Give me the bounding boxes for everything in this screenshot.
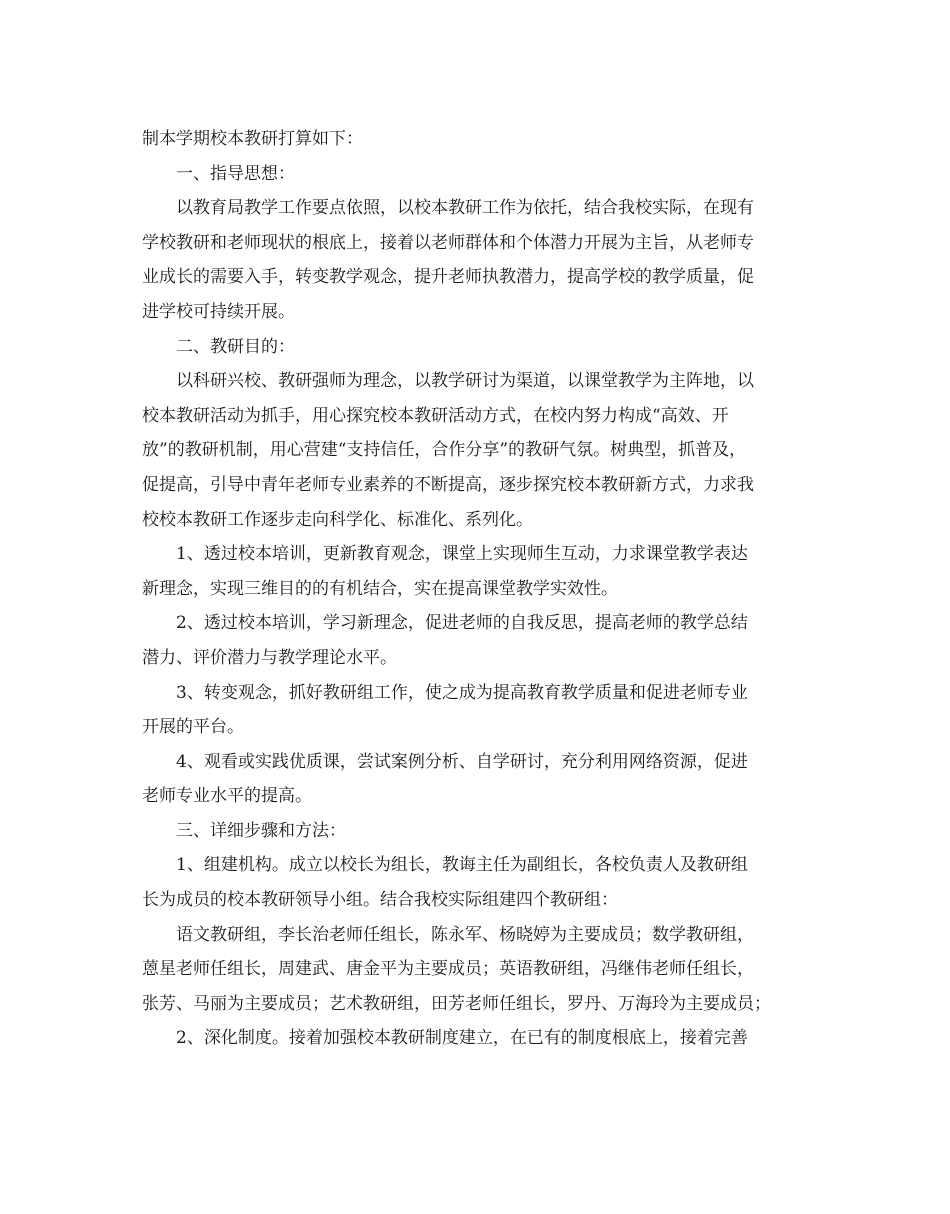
text-line: 进学校可持续开展。 xyxy=(142,301,295,322)
text-line: 4、观看或实践优质课，尝试案例分析、自学研讨，充分利用网络资源，促进 xyxy=(176,751,748,772)
text-line: 2、深化制度。接着加强校本教研制度建立，在已有的制度根底上，接着完善 xyxy=(176,1028,748,1049)
text-line: 1、透过校本培训，更新教育观念，课堂上实现师生互动，力求课堂教学表达 xyxy=(176,544,748,565)
text-line: 开展的平台。 xyxy=(142,717,244,738)
text-line: 语文教研组，李长治老师任组长，陈永军、杨晓婷为主要成员；数学教研组， xyxy=(176,924,754,945)
text-line: 放”的教研机制，用心营建“支持信任，合作分享”的教研气氛。树典型，抓普及， xyxy=(142,440,747,461)
text-line: 张芳、马丽为主要成员；艺术教研组，田芳老师任组长，罗丹、万海玲为主要成员； xyxy=(142,993,771,1014)
text-line: 学校教研和老师现状的根底上，接着以老师群体和个体潜力开展为主旨，从老师专 xyxy=(142,232,754,253)
text-line: 新理念，实现三维目的的有机结合，实在提高课堂教学实效性。 xyxy=(142,578,618,599)
document-body xyxy=(142,122,822,1056)
text-line: 以科研兴校、教研强师为理念，以教学研讨为渠道，以课堂教学为主阵地，以 xyxy=(176,371,754,392)
text-line: 1、组建机构。成立以校长为组长，教诲主任为副组长，各校负责人及教研组 xyxy=(176,855,748,876)
text-line: 三、详细步骤和方法： xyxy=(176,820,346,841)
text-line: 业成长的需要入手，转变教学观念，提升老师执教潜力，提高学校的教学质量，促 xyxy=(142,267,754,288)
text-line: 校本教研活动为抓手，用心探究校本教研活动方式，在校内努力构成“高效、开 xyxy=(142,405,729,426)
text-line: 老师专业水平的提高。 xyxy=(142,786,312,807)
text-line: 制本学期校本教研打算如下： xyxy=(142,129,363,149)
text-line: 二、教研目的： xyxy=(176,336,295,357)
text-line: 长为成员的校本教研领导小组。结合我校实际组建四个教研组： xyxy=(142,890,618,911)
text-line: 3、转变观念，抓好教研组工作，使之成为提高教育教学质量和促进老师专业 xyxy=(176,682,748,703)
text-line: 蒽星老师任组长，周建武、唐金平为主要成员；英语教研组，冯继伟老师任组长， xyxy=(142,959,754,980)
text-line: 一、指导思想： xyxy=(176,163,295,184)
text-line: 促提高，引导中青年老师专业素养的不断提高，逐步探究校本教研新方式，力求我 xyxy=(142,474,754,495)
text-line: 校校本教研工作逐步走向科学化、标准化、系列化。 xyxy=(142,509,533,530)
text-line: 以教育局教学工作要点依照，以校本教研工作为依托，结合我校实际，在现有 xyxy=(176,198,754,219)
text-line: 潜力、评价潜力与教学理论水平。 xyxy=(142,647,397,668)
text-line: 2、透过校本培训，学习新理念，促进老师的自我反思，提高老师的教学总结 xyxy=(176,613,748,634)
